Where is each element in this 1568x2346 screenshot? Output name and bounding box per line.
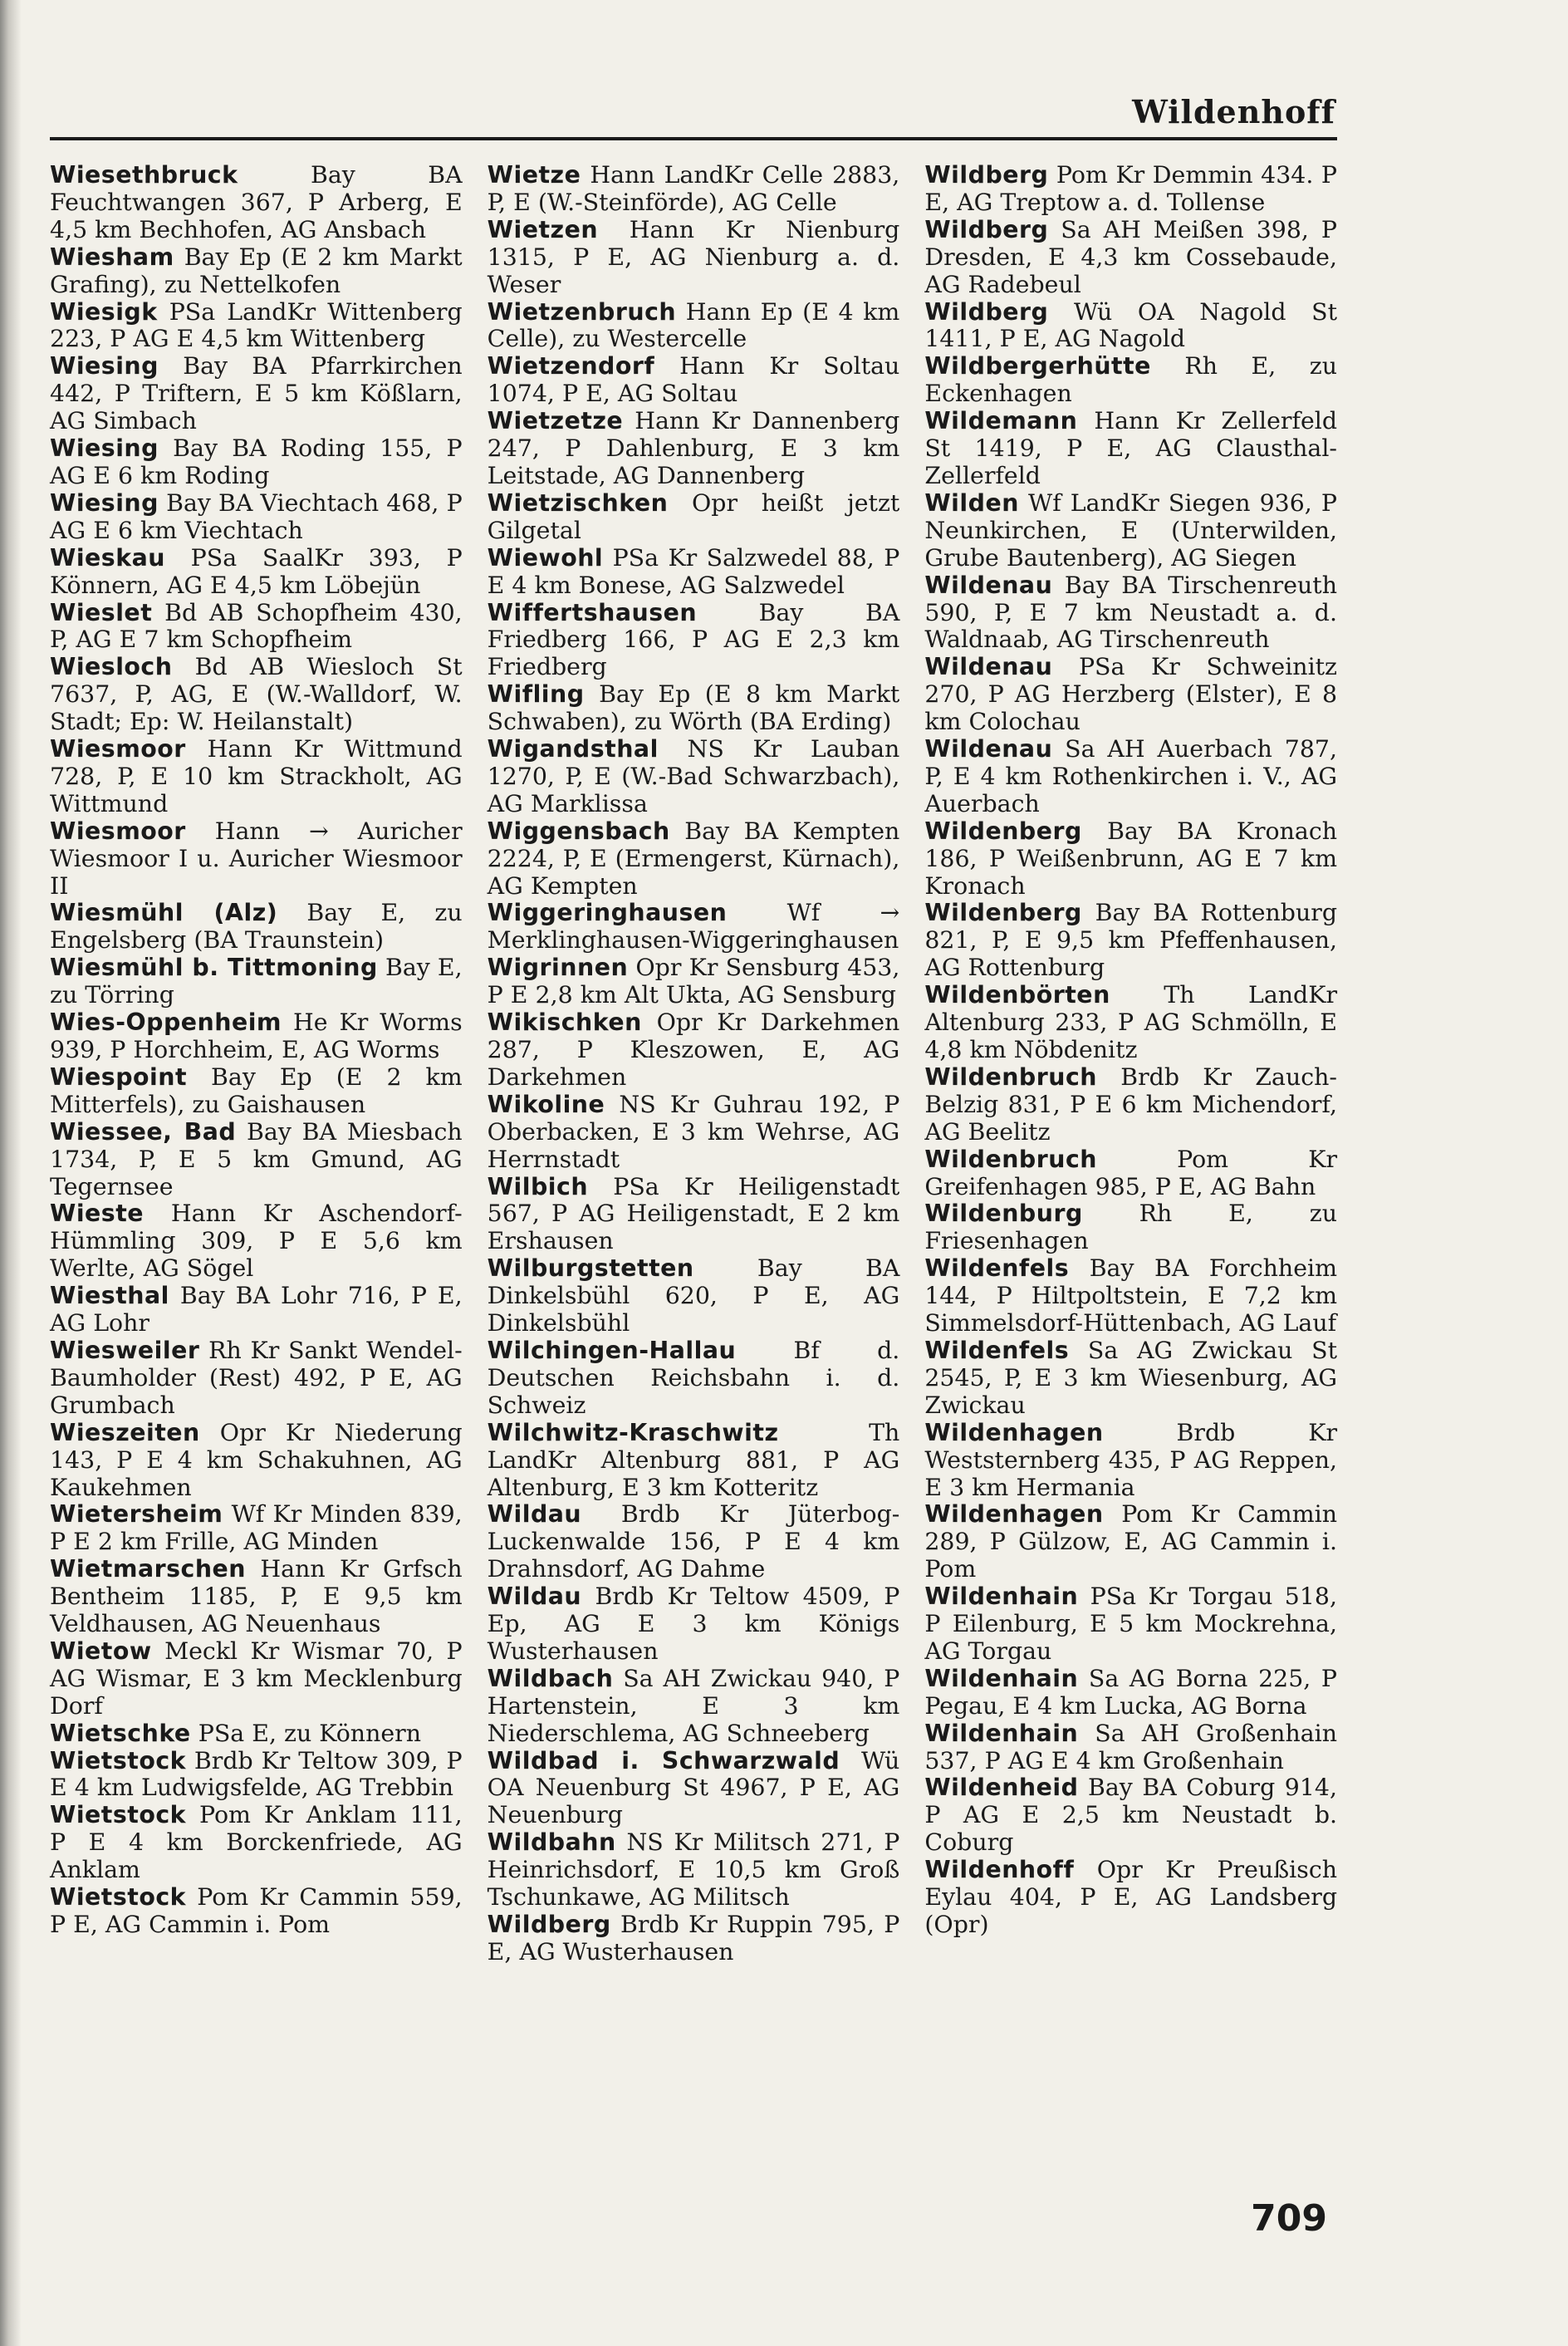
entry-description: Hann Kr Grfsch Bentheim 1185, P, E 9,5 km Veldhausen, AG Neuenhaus xyxy=(50,1555,463,1638)
entry-place-name: Wikischken xyxy=(487,1009,642,1037)
column-1 xyxy=(50,162,463,1966)
gazetteer-entry xyxy=(924,982,1337,1064)
gazetteer-entry xyxy=(488,1092,900,1174)
entry-place-name: Wies-Oppenheim xyxy=(50,1009,282,1037)
entry-place-name: Wiesweiler xyxy=(50,1336,200,1364)
entry-place-name: Wietzischken xyxy=(487,488,669,517)
entry-description: Brdb Kr Ruppin 795, P E, AG Wusterhausen xyxy=(487,1911,900,1966)
entry-place-name: Wildenfels xyxy=(924,1336,1070,1364)
gazetteer-entry xyxy=(50,654,463,736)
entry-description: PSa LandKr Wittenberg 223, P AG E 4,5 km Wittenberg xyxy=(50,297,463,353)
entry-description: Hann Kr Wittmund 728, P, E 10 km Strackholt, AG Wittmund xyxy=(50,735,463,817)
entry-place-name: Wiesmühl b. Tittmoning xyxy=(50,954,378,982)
gazetteer-entry xyxy=(488,408,900,490)
entry-place-name: Wildenhain xyxy=(924,1719,1079,1747)
gazetteer-entry xyxy=(924,353,1337,408)
entry-place-name: Wiggeringhausen xyxy=(487,899,728,927)
gazetteer-entry xyxy=(488,1501,900,1583)
gazetteer-entry xyxy=(924,818,1337,901)
gazetteer-entry xyxy=(50,1748,463,1803)
gazetteer-entry xyxy=(488,736,900,818)
gazetteer-entry xyxy=(50,1501,463,1556)
entry-description: Bay BA Dinkelsbühl 620, P E, AG Dinkelsbühl xyxy=(487,1254,900,1337)
entry-description: Brdb Kr Teltow 309, P E 4 km Ludwigsfelde, AG Trebbin xyxy=(50,1746,463,1802)
gazetteer-entry xyxy=(924,217,1337,299)
entry-place-name: Wildenfels xyxy=(924,1254,1070,1283)
entry-place-name: Wiesing xyxy=(50,434,159,463)
gazetteer-entry xyxy=(924,572,1337,655)
entry-description: Sa AH Großenhain 537, P AG E 4 km Großenhain xyxy=(924,1719,1338,1774)
entry-place-name: Wildau xyxy=(487,1500,582,1529)
entry-place-name: Wildenhagen xyxy=(924,1418,1104,1446)
gazetteer-entry xyxy=(488,299,900,354)
entry-place-name: Wikoline xyxy=(487,1090,605,1118)
entry-description: Sa AG Borna 225, P Pegau, E 4 km Lucka, AG Borna xyxy=(924,1664,1338,1720)
gazetteer-entry xyxy=(924,1583,1337,1666)
entry-place-name: Wiesmoor xyxy=(50,817,186,845)
gazetteer-entry xyxy=(488,1912,900,1966)
entry-description: PSa Kr Torgau 518, P Eilenburg, E 5 km Mockrehna, AG Torgau xyxy=(924,1583,1338,1665)
entry-place-name: Wildenhain xyxy=(924,1583,1079,1611)
entry-place-name: Wilchingen-Hallau xyxy=(487,1336,737,1364)
entry-place-name: Wietzen xyxy=(487,215,599,243)
entry-description: Bay BA Kronach 186, P Weißenbrunn, AG E 7 km Kronach xyxy=(924,817,1338,900)
entry-place-name: Wigrinnen xyxy=(487,954,629,982)
gazetteer-entry xyxy=(50,1556,463,1638)
entry-description: Brdb Kr Jüterbog-Luckenwalde 156, P E 4 km Drahnsdorf, AG Dahme xyxy=(487,1500,900,1583)
gazetteer-entry xyxy=(488,818,900,901)
gazetteer-entry xyxy=(924,1501,1337,1583)
column-2 xyxy=(488,162,900,1966)
entry-description: Bay BA Rottenburg 821, P, E 9,5 km Pfeffenhausen, AG Rottenburg xyxy=(924,899,1338,982)
gazetteer-entry xyxy=(50,1009,463,1064)
column-3 xyxy=(924,162,1337,1966)
entry-place-name: Wildbad i. Schwarzwald xyxy=(487,1746,840,1774)
entry-place-name: Wildenbruch xyxy=(924,1145,1097,1173)
entry-place-name: Wildenhagen xyxy=(924,1500,1104,1529)
entry-description: PSa Kr Salzwedel 88, P E 4 km Bonese, AG Salzwedel xyxy=(487,543,900,599)
entry-place-name: Wieszeiten xyxy=(50,1418,200,1446)
entry-description: Hann Ep (E 4 km Celle), zu Westercelle xyxy=(487,297,900,353)
gazetteer-entry xyxy=(488,1666,900,1748)
entry-description: Bay BA Coburg 914, P AG E 2,5 km Neustadt b. Coburg xyxy=(924,1774,1338,1857)
gazetteer-entry xyxy=(50,435,463,490)
entry-description: Hann Kr Aschendorf-Hümmling 309, P E 5,6 km Werlte, AG Sögel xyxy=(50,1200,463,1283)
entry-place-name: Wieskau xyxy=(50,543,165,572)
gazetteer-entry xyxy=(924,1255,1337,1337)
entry-place-name: Wildenburg xyxy=(924,1200,1083,1228)
gazetteer-entry xyxy=(488,490,900,545)
entry-place-name: Wieslet xyxy=(50,598,153,626)
entry-place-name: Wietmarschen xyxy=(50,1555,247,1583)
gazetteer-entry xyxy=(50,1638,463,1720)
gazetteer-entry xyxy=(50,600,463,655)
gazetteer-entry xyxy=(488,162,900,217)
entry-place-name: Wildberg xyxy=(924,297,1049,326)
entry-description: Bay Ep (E 2 km Mitterfels), zu Gaishausen xyxy=(50,1063,463,1118)
entry-description: Bay Ep (E 8 km Markt Schwaben), zu Wörth (BA Erding) xyxy=(487,680,900,736)
gazetteer-entry xyxy=(50,736,463,818)
entry-description: Sa AH Meißen 398, P Dresden, E 4,3 km Cossebaude, AG Radebeul xyxy=(924,215,1338,298)
entry-description: Hann → Auricher Wiesmoor I u. Auricher Wiesmoor II xyxy=(50,817,463,900)
entry-description: He Kr Worms 939, P Horchheim, E, AG Worms xyxy=(50,1009,463,1063)
entry-description: Wf Kr Minden 839, P E 2 km Frille, AG Minden xyxy=(50,1500,463,1556)
entry-place-name: Wildenhoff xyxy=(924,1856,1075,1884)
gazetteer-entry xyxy=(50,1802,463,1884)
entry-description: PSa E, zu Könnern xyxy=(198,1719,422,1747)
gazetteer-entry xyxy=(488,1748,900,1830)
entry-description: Bay BA Forchheim 144, P Hiltpoltstein, E 7,2 km Simmelsdorf-Hüttenbach, AG Lauf xyxy=(924,1254,1338,1337)
entry-description: Hann Kr Zellerfeld St 1419, P E, AG Clausthal-Zellerfeld xyxy=(924,407,1338,489)
entry-description: Th LandKr Altenburg 881, P AG Altenburg, E 3 km Kotteritz xyxy=(487,1418,900,1501)
entry-description: Pom Kr Greifenhagen 985, P E, AG Bahn xyxy=(924,1145,1338,1200)
gazetteer-entry xyxy=(488,545,900,600)
gazetteer-entry xyxy=(50,244,463,299)
gazetteer-entry xyxy=(488,217,900,299)
page-edge-shadow xyxy=(0,0,22,2346)
gazetteer-entry xyxy=(50,162,463,244)
entry-description: Bay Ep (E 2 km Markt Grafing), zu Nettelkofen xyxy=(50,243,463,298)
gazetteer-entry xyxy=(924,299,1337,354)
gazetteer-entry xyxy=(50,490,463,545)
entry-description: Hann Kr Soltau 1074, P E, AG Soltau xyxy=(487,352,900,408)
entry-description: Brdb Kr Teltow 4509, P Ep, AG E 3 km Königs Wusterhausen xyxy=(487,1583,900,1665)
entry-place-name: Wiespoint xyxy=(50,1063,188,1091)
entry-place-name: Wildenau xyxy=(924,653,1053,681)
entry-description: Sa AG Zwickau St 2545, P, E 3 km Wiesenburg, AG Zwickau xyxy=(924,1336,1338,1419)
entry-place-name: Wildenberg xyxy=(924,899,1082,927)
entry-description: Bay BA Roding 155, P AG E 6 km Roding xyxy=(50,434,463,489)
entry-place-name: Wildbach xyxy=(487,1664,614,1692)
entry-description: Brdb Kr Weststernberg 435, P AG Reppen, E 3 km Hermania xyxy=(924,1418,1338,1501)
entry-place-name: Wiesigk xyxy=(50,297,158,326)
entry-place-name: Wildau xyxy=(487,1583,582,1611)
entry-place-name: Wildberg xyxy=(487,1911,611,1938)
entry-place-name: Wigandsthal xyxy=(487,735,659,763)
entry-description: Hann Kr Dannenberg 247, P Dahlenburg, E 3 km Leitstade, AG Dannenberg xyxy=(487,407,900,489)
entry-description: Opr Kr Darkehmen 287, P Kleszowen, E, AG Darkehmen xyxy=(487,1009,900,1091)
gazetteer-entry xyxy=(924,1200,1337,1255)
entry-place-name: Wiesham xyxy=(50,243,174,271)
entry-place-name: Wietzenbruch xyxy=(487,297,677,326)
entry-place-name: Wildemann xyxy=(924,407,1078,435)
entry-description: Bd AB Schopfheim 430, P, AG E 7 km Schopfheim xyxy=(50,598,463,654)
entry-place-name: Wietzendorf xyxy=(487,352,655,380)
entry-place-name: Wietzetze xyxy=(487,407,624,435)
entry-place-name: Wiggensbach xyxy=(487,817,670,845)
gazetteer-entry xyxy=(50,1064,463,1119)
entry-place-name: Wifling xyxy=(487,680,585,709)
entry-description: Opr Kr Sensburg 453, P E 2,8 km Alt Ukta, AG Sensburg xyxy=(487,954,900,1009)
entry-place-name: Wiesing xyxy=(50,352,159,380)
entry-place-name: Wietstock xyxy=(50,1746,187,1774)
entry-place-name: Wietstock xyxy=(50,1883,187,1912)
entry-description: Pom Kr Anklam 111, P E 4 km Borckenfriede, AG Anklam xyxy=(50,1801,463,1884)
gazetteer-entry xyxy=(50,353,463,435)
gazetteer-entry xyxy=(924,1420,1337,1502)
entry-description: NS Kr Lauban 1270, P, E (W.-Bad Schwarzbach), AG Marklissa xyxy=(487,735,900,817)
gazetteer-entry xyxy=(488,1583,900,1666)
entry-place-name: Wietze xyxy=(487,161,581,189)
entry-description: Bay BA Tirschenreuth 590, P, E 7 km Neustadt a. d. Waldnaab, AG Tirschenreuth xyxy=(924,571,1338,654)
gazetteer-entry xyxy=(488,1174,900,1256)
header-rule xyxy=(50,137,1337,140)
running-header: Wildenhoff xyxy=(1132,93,1335,130)
gazetteer-entry xyxy=(488,681,900,736)
gazetteer-entry xyxy=(924,654,1337,736)
gazetteer-entry xyxy=(924,1857,1337,1939)
entry-place-name: Wiewohl xyxy=(487,543,604,572)
gazetteer-entry xyxy=(488,600,900,682)
entry-description: Bay BA Viechtach 468, P AG E 6 km Viechtach xyxy=(50,488,463,544)
entry-description: Rh E, zu Friesenhagen xyxy=(924,1200,1338,1255)
entry-description: Sa AH Auerbach 787, P, E 4 km Rothenkirchen i. V., AG Auerbach xyxy=(924,735,1338,817)
entry-description: NS Kr Militsch 271, P Heinrichsdorf, E 10,5 km Groß Tschunkawe, AG Militsch xyxy=(487,1828,900,1912)
entry-place-name: Wilbich xyxy=(487,1172,589,1200)
entry-place-name: Wietschke xyxy=(50,1719,191,1747)
entry-place-name: Wildenhain xyxy=(924,1664,1079,1692)
entry-place-name: Wiesmühl (Alz) xyxy=(50,899,278,927)
entry-description: Bay BA Friedberg 166, P AG E 2,3 km Friedberg xyxy=(487,598,900,681)
gazetteer-entry xyxy=(924,1146,1337,1201)
entry-description: Bay BA Feuchtwangen 367, P Arberg, E 4,5 km Bechhofen, AG Ansbach xyxy=(50,161,463,243)
gazetteer-entry xyxy=(924,408,1337,490)
entry-description: Bay E, zu Engelsberg (BA Traunstein) xyxy=(50,899,463,955)
entry-place-name: Wiessee, Bad xyxy=(50,1117,237,1146)
gazetteer-entry xyxy=(50,1420,463,1502)
entry-description: Opr Kr Preußisch Eylau 404, P E, AG Landsberg (Opr) xyxy=(924,1856,1338,1938)
entry-description: Hann Kr Nienburg 1315, P E, AG Nienburg a. d. Weser xyxy=(487,215,900,298)
gazetteer-entry xyxy=(924,736,1337,818)
gazetteer-entry xyxy=(488,353,900,408)
gazetteer-entry xyxy=(924,162,1337,217)
entry-description: Pom Kr Demmin 434. P E, AG Treptow a. d. Tollense xyxy=(924,161,1338,216)
gazetteer-entry xyxy=(924,900,1337,982)
gazetteer-entry xyxy=(50,900,463,955)
gazetteer-entry xyxy=(50,299,463,354)
entry-place-name: Wietow xyxy=(50,1637,152,1665)
entry-description: Pom Kr Cammin 289, P Gülzow, E, AG Cammin i. Pom xyxy=(924,1500,1338,1583)
entry-place-name: Wildberg xyxy=(924,215,1049,243)
entry-place-name: Wildenau xyxy=(924,571,1053,599)
gazetteer-entry xyxy=(50,1200,463,1283)
entry-description: Opr Kr Niederung 143, P E 4 km Schakuhnen, AG Kaukehmen xyxy=(50,1418,463,1501)
entry-description: Wf LandKr Siegen 936, P Neunkirchen, E (Unterwilden, Grube Bautenberg), AG Siegen xyxy=(924,488,1338,572)
entry-place-name: Wietstock xyxy=(50,1801,187,1829)
gazetteer-entry xyxy=(488,1829,900,1912)
entry-description: PSa SaalKr 393, P Könnern, AG E 4,5 km Löbejün xyxy=(50,543,463,599)
gazetteer-entry xyxy=(924,1774,1337,1857)
entry-description: Sa AH Zwickau 940, P Hartenstein, E 3 km Niederschlema, AG Schneeberg xyxy=(487,1664,900,1747)
gazetteer-entry xyxy=(924,1666,1337,1720)
entry-place-name: Wildenheid xyxy=(924,1774,1079,1802)
gazetteer-entry xyxy=(50,1884,463,1939)
entry-description: PSa Kr Heiligenstadt 567, P AG Heiligenstadt, E 2 km Ershausen xyxy=(487,1172,900,1255)
entry-place-name: Wildbahn xyxy=(487,1828,616,1857)
entry-description: Bay E, zu Törring xyxy=(50,954,463,1009)
entry-place-name: Wiesethbruck xyxy=(50,161,238,189)
entry-place-name: Wildbergerhütte xyxy=(924,352,1151,380)
entry-description: Rh Kr Sankt Wendel-Baumholder (Rest) 492, P E, AG Grumbach xyxy=(50,1336,463,1419)
gazetteer-entry xyxy=(50,1720,463,1748)
entry-description: Bay BA Lohr 716, P E, AG Lohr xyxy=(50,1282,463,1337)
gazetteer-entry xyxy=(488,955,900,1009)
entry-place-name: Wilden xyxy=(924,488,1019,517)
entry-description: Wü OA Neuenburg St 4967, P E, AG Neuenburg xyxy=(487,1746,900,1829)
entry-description: NS Kr Guhrau 192, P Oberbacken, E 3 km Wehrse, AG Herrnstadt xyxy=(487,1090,900,1173)
entry-description: Brdb Kr Zauch-Belzig 831, P E 6 km Michendorf, AG Beelitz xyxy=(924,1063,1338,1146)
gazetteer-entry xyxy=(50,1337,463,1420)
entry-description: Pom Kr Cammin 559, P E, AG Cammin i. Pom xyxy=(50,1883,463,1938)
entry-place-name: Wildenbörten xyxy=(924,981,1110,1009)
page-number: 709 xyxy=(1251,2197,1327,2240)
entry-description: Rh E, zu Eckenhagen xyxy=(924,352,1338,408)
gazetteer-entry xyxy=(50,1119,463,1201)
entry-place-name: Wiesing xyxy=(50,488,159,517)
gazetteer-entry xyxy=(50,818,463,901)
entry-description: Bay BA Miesbach 1734, P, E 5 km Gmund, AG Tegernsee xyxy=(50,1117,463,1200)
entry-place-name: Wiffertshausen xyxy=(487,598,698,626)
gazetteer-entry xyxy=(488,1337,900,1420)
entry-place-name: Wiesmoor xyxy=(50,735,186,763)
gazetteer-entry xyxy=(924,490,1337,572)
entry-description: Hann LandKr Celle 2883, P, E (W.-Steinförde), AG Celle xyxy=(487,161,900,216)
entry-description: Bay BA Kempten 2224, P, E (Ermengerst, Kürnach), AG Kempten xyxy=(487,817,900,900)
gazetteer-entry xyxy=(924,1720,1337,1775)
entry-description: Wf → Merklinghausen-Wiggeringhausen xyxy=(487,899,900,955)
gazetteer-entry xyxy=(488,1009,900,1092)
gazetteer-entry xyxy=(924,1064,1337,1146)
gazetteer-entry xyxy=(50,1283,463,1337)
entry-place-name: Wieste xyxy=(50,1200,145,1228)
gazetteer-entry xyxy=(488,1420,900,1502)
entry-place-name: Wietersheim xyxy=(50,1500,223,1529)
entry-description: Opr heißt jetzt Gilgetal xyxy=(487,488,900,544)
entry-place-name: Wilburgstetten xyxy=(487,1254,694,1283)
entry-description: PSa Kr Schweinitz 270, P AG Herzberg (Elster), E 8 km Colochau xyxy=(924,653,1338,736)
gazetteer-columns xyxy=(50,162,1337,1966)
gazetteer-entry xyxy=(488,1255,900,1337)
gazetteer-entry xyxy=(488,900,900,955)
gazetteer-entry xyxy=(50,545,463,600)
entry-description: Th LandKr Altenburg 233, P AG Schmölln, E 4,8 km Nöbdenitz xyxy=(924,981,1338,1063)
entry-place-name: Wiesthal xyxy=(50,1282,169,1310)
entry-description: Bf d. Deutschen Reichsbahn i. d. Schweiz xyxy=(487,1336,900,1419)
entry-place-name: Wildberg xyxy=(924,161,1049,189)
entry-place-name: Wilchwitz-Kraschwitz xyxy=(487,1418,779,1446)
entry-place-name: Wildenbruch xyxy=(924,1063,1097,1091)
entry-description: Bd AB Wiesloch St 7637, P, AG, E (W.-Walldorf, W. Stadt; Ep: W. Heilanstalt) xyxy=(50,653,463,736)
entry-place-name: Wildenberg xyxy=(924,817,1082,845)
entry-place-name: Wiesloch xyxy=(50,653,173,681)
entry-place-name: Wildenau xyxy=(924,735,1053,763)
gazetteer-entry xyxy=(924,1337,1337,1420)
entry-description: Wü OA Nagold St 1411, P E, AG Nagold xyxy=(924,297,1338,353)
gazetteer-entry xyxy=(50,955,463,1009)
entry-description: Bay BA Pfarrkirchen 442, P Triftern, E 5 km Kößlarn, AG Simbach xyxy=(50,352,463,435)
entry-description: Meckl Kr Wismar 70, P AG Wismar, E 3 km Mecklenburg Dorf xyxy=(50,1637,463,1720)
